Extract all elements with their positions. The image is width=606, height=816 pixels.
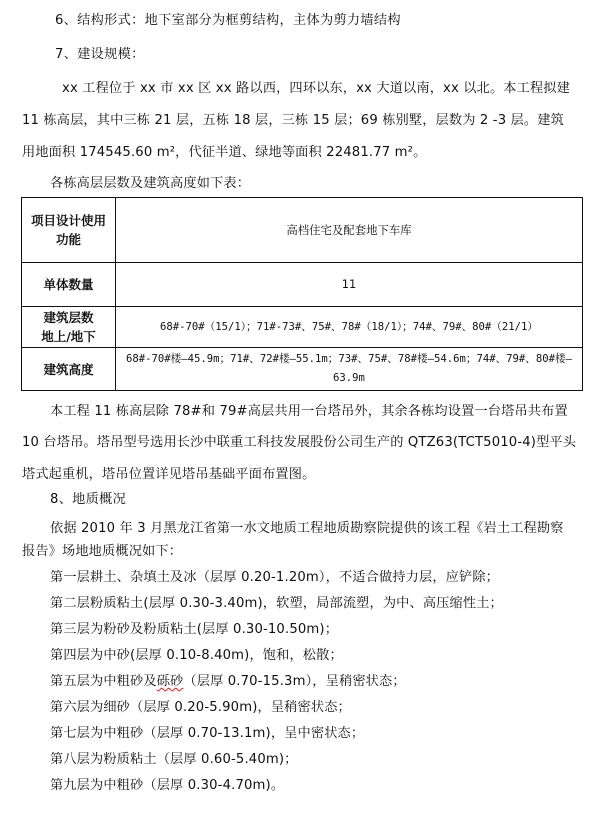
crane-paragraph-line-3: 塔式起重机，塔吊位置详见塔吊基础平面布置图。 bbox=[22, 467, 316, 482]
table-row bbox=[22, 198, 582, 262]
table-value-function: 高档住宅及配套地下车库 bbox=[286, 222, 412, 237]
building-table bbox=[21, 197, 583, 391]
scale-paragraph-line-1: xx 工程位于 xx 市 xx 区 xx 路以西，四环以东，xx 大道以南，xx 以北。本工程拟建 bbox=[62, 81, 570, 96]
structure-form-line: 6、结构形式：地下室部分为框剪结构，主体为剪力墙结构 bbox=[55, 13, 401, 28]
layer-item: 第三层为粉砂及粉质粘土(层厚 0.30-10.50m)； bbox=[50, 622, 339, 637]
table-label-count: 单体数量 bbox=[22, 263, 116, 306]
table-row bbox=[22, 262, 582, 306]
crane-paragraph-line-1: 本工程 11 栋高层除 78#和 79#高层共用一台塔吊外，其余各栋均设置一台塔吊共布置 bbox=[50, 404, 568, 419]
layer-item: 第二层粉质粘土(层厚 0.30-3.40m)，软塑，局部流塑，为中、高压缩性土； bbox=[50, 596, 503, 611]
layer-item: 第八层为粉质粘土（层厚 0.60-5.40m)； bbox=[50, 752, 298, 767]
table-value-height: 68#-70#楼—45.9m；71#、72#楼—55.1m；73#、75#、78#楼—54.6m；74#、79#、80#楼—63.9m bbox=[125, 353, 573, 384]
table-row bbox=[22, 306, 582, 347]
crane-paragraph-line-2: 10 台塔吊。塔吊型号选用长沙中联重工科技发展股份公司生产的 QTZ63(TCT5010-4)型平头 bbox=[22, 435, 577, 450]
layer-item: 第四层为中砂(层厚 0.10-8.40m)，饱和，松散； bbox=[50, 648, 343, 663]
table-row bbox=[22, 347, 582, 390]
layer-item: 第五层为中粗砂及砾砂（层厚 0.70-15.3m），呈稍密状态； bbox=[50, 674, 406, 689]
geology-paragraph-line-1: 依据 2010 年 3 月黑龙江省第一水文地质工程地质勘察院提供的该工程《岩土工程勘察 bbox=[50, 521, 564, 536]
table-value-floors: 68#-70#（15/1）；71#-73#、75#、78#（18/1）；74#、79#、80#（21/1） bbox=[159, 320, 539, 333]
scale-paragraph-line-2: 11 栋高层，其中三栋 21 层，五栋 18 层，三栋 15 层；69 栋别墅，层数为 2 -3 层。建筑 bbox=[22, 113, 564, 128]
geology-heading: 8、地质概况 bbox=[50, 492, 127, 507]
table-label-floors: 建筑层数 地上/地下 bbox=[22, 307, 116, 347]
table-label-height: 建筑高度 bbox=[22, 348, 116, 390]
table-value-count: 11 bbox=[341, 277, 357, 291]
layer-item: 第七层为中粗砂（层厚 0.70-13.1m)，呈中密状态； bbox=[50, 726, 365, 741]
geology-paragraph-line-2: 报告》场地地质概况如下： bbox=[22, 544, 183, 559]
table-label-function: 项目设计使用 功能 bbox=[22, 198, 116, 262]
table-intro-line: 各栋高层层数及建筑高度如下表： bbox=[50, 176, 251, 191]
scale-paragraph-line-3: 用地面积 174545.60 m²，代征半道、绿地等面积 22481.77 m²。 bbox=[22, 145, 427, 160]
scale-heading: 7、建设规模： bbox=[55, 47, 145, 62]
layer-item: 第九层为中粗砂（层厚 0.30-4.70m)。 bbox=[50, 778, 285, 793]
layer-item: 第六层为细砂（层厚 0.20-5.90m)，呈稍密状态； bbox=[50, 700, 351, 715]
layer-item: 第一层耕土、杂填土及冰（层厚 0.20-1.20m），不适合做持力层，应铲除； bbox=[50, 570, 500, 585]
